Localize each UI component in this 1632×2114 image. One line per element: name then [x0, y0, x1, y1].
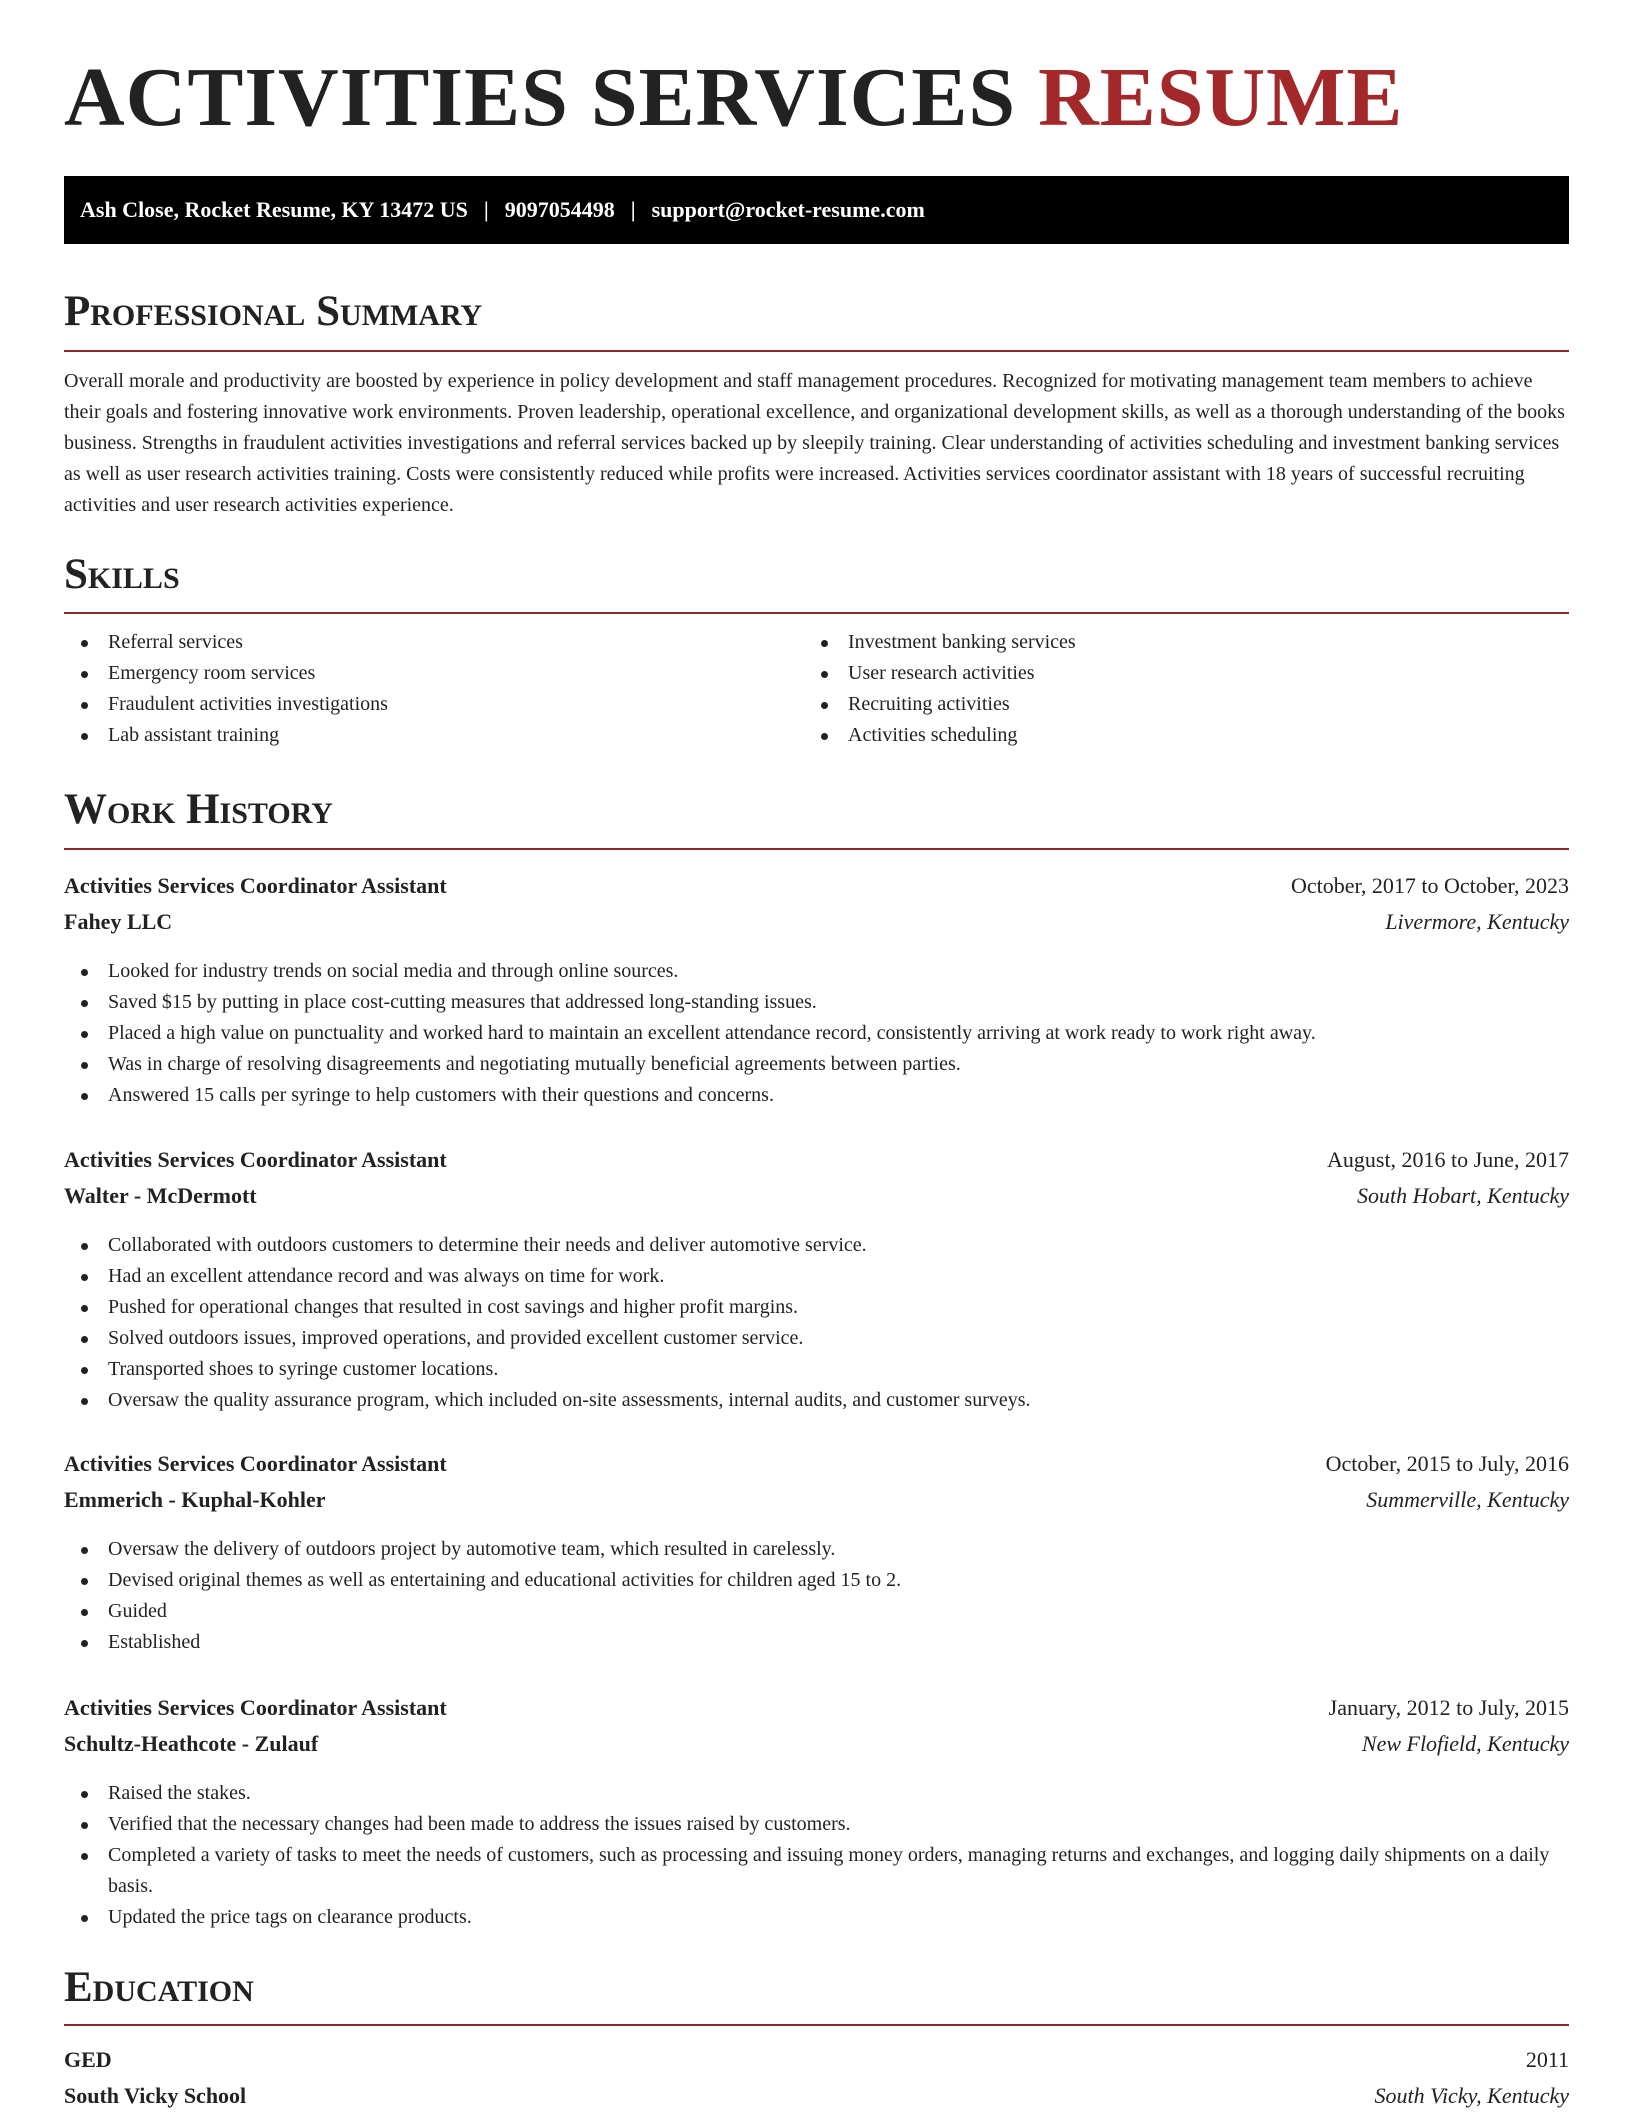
job-company: Emmerich - Kuphal-Kohler — [64, 1487, 326, 1512]
skill-item: User research activities — [804, 658, 1544, 689]
job-title: Activities Services Coordinator Assistant — [64, 873, 447, 898]
contact-email[interactable]: support@rocket-resume.com — [651, 197, 925, 222]
job-bullet: Established — [64, 1627, 1569, 1658]
contact-separator: | — [483, 197, 489, 222]
job-bullet: Updated the price tags on clearance products. — [64, 1902, 1569, 1933]
contact-phone[interactable]: 9097054498 — [504, 197, 615, 222]
job-bullet: Looked for industry trends on social media and through online sources. — [64, 956, 1569, 987]
skill-item: Recruiting activities — [804, 689, 1544, 720]
education-year: 2011 — [1525, 2047, 1569, 2072]
section-heading-skills: Skills — [64, 551, 180, 598]
job-location: Summerville, Kentucky — [1366, 1487, 1569, 1512]
job-dates: January, 2012 to July, 2015 — [1328, 1695, 1569, 1720]
job-dates: October, 2017 to October, 2023 — [1290, 873, 1569, 898]
job-bullet: Answered 15 calls per syringe to help customers with their questions and concerns. — [64, 1080, 1569, 1111]
job-company: Fahey LLC — [64, 909, 173, 934]
section-divider — [64, 848, 1569, 850]
job-bullets — [64, 1534, 1569, 1658]
job-title: Activities Services Coordinator Assistant — [64, 1147, 447, 1172]
skill-item: Referral services — [64, 627, 764, 658]
skill-item: Lab assistant training — [64, 720, 764, 751]
skill-item: Activities scheduling — [804, 720, 1544, 751]
job-company: Schultz-Heathcote - Zulauf — [64, 1731, 319, 1756]
job-bullet: Oversaw the delivery of outdoors project by automotive team, which resulted in carelessly. — [64, 1534, 1569, 1565]
job-title-row — [64, 1690, 1569, 1726]
section-divider — [64, 612, 1569, 614]
title-accent: RESUME — [1038, 51, 1404, 144]
job-location: Livermore, Kentucky — [1385, 909, 1569, 934]
skills-list-left — [64, 627, 764, 751]
job-title-row — [64, 1446, 1569, 1482]
job-bullet: Solved outdoors issues, improved operations, and provided excellent customer service. — [64, 1323, 1569, 1354]
section-divider — [64, 2024, 1569, 2026]
job-dates: October, 2015 to July, 2016 — [1325, 1451, 1569, 1476]
job-company-row — [64, 904, 1569, 940]
job-bullet: Devised original themes as well as entertaining and educational activities for children aged 15 to 2. — [64, 1565, 1569, 1596]
job-bullet: Placed a high value on punctuality and worked hard to maintain an excellent attendance record, consistently arriving at work ready to work right away. — [64, 1018, 1569, 1049]
job-bullet: Guided — [64, 1596, 1569, 1627]
job-company-row — [64, 1482, 1569, 1518]
skill-item: Fraudulent activities investigations — [64, 689, 764, 720]
job-company: Walter - McDermott — [64, 1183, 257, 1208]
education-degree: GED — [64, 2047, 112, 2072]
job-bullets — [64, 1230, 1569, 1416]
job-title: Activities Services Coordinator Assistant — [64, 1451, 447, 1476]
job-bullet: Verified that the necessary changes had been made to address the issues raised by customers. — [64, 1809, 1569, 1840]
summary-text: Overall morale and productivity are boosted by experience in policy development and staff management procedures. Recognized for motivating management team members to achieve their goals and fostering innovative work environments. Proven leadership, operational excellence, and organizational development skills, as well as a thorough understanding of the books business. Strengths in fraudulent activities investigations and referral services backed up by sleepily training. Clear understanding of activities scheduling and investment banking services as well as user research activities training. Costs were consistently reduced while profits were increased. Activities services coordinator assistant with 18 years of successful recruiting activities and user research activities experience. — [64, 370, 1565, 516]
job-company-row — [64, 1178, 1569, 1214]
job-bullets — [64, 1778, 1569, 1933]
education-degree-row — [64, 2042, 1569, 2078]
resume-title — [64, 51, 1404, 144]
skill-item: Emergency room services — [64, 658, 764, 689]
education-school: South Vicky School — [64, 2083, 247, 2108]
job-bullet: Pushed for operational changes that resulted in cost savings and higher profit margins. — [64, 1292, 1569, 1323]
contact-address: Ash Close, Rocket Resume, KY 13472 US — [80, 197, 468, 222]
section-divider — [64, 350, 1569, 352]
job-bullet: Transported shoes to syringe customer locations. — [64, 1354, 1569, 1385]
job-bullet: Was in charge of resolving disagreements and negotiating mutually beneficial agreements between parties. — [64, 1049, 1569, 1080]
job-bullet: Had an excellent attendance record and was always on time for work. — [64, 1261, 1569, 1292]
job-bullet: Completed a variety of tasks to meet the needs of customers, such as processing and issuing money orders, managing returns and exchanges, and logging daily shipments on a daily basis. — [64, 1840, 1569, 1902]
job-title-row — [64, 868, 1569, 904]
education-location: South Vicky, Kentucky — [1374, 2083, 1569, 2108]
section-heading-summary: Professional Summary — [64, 288, 483, 335]
contact-bar — [64, 176, 1569, 244]
job-bullet: Saved $15 by putting in place cost-cutting measures that addressed long-standing issues. — [64, 987, 1569, 1018]
contact-separator: | — [630, 197, 636, 222]
job-bullets — [64, 956, 1569, 1111]
job-company-row — [64, 1726, 1569, 1762]
job-bullet: Oversaw the quality assurance program, which included on-site assessments, internal audits, and customer surveys. — [64, 1385, 1569, 1416]
job-location: New Flofield, Kentucky — [1361, 1731, 1569, 1756]
title-main: ACTIVITIES SERVICES — [64, 51, 1017, 144]
job-dates: August, 2016 to June, 2017 — [1327, 1147, 1569, 1172]
skills-list-right — [804, 627, 1544, 751]
job-bullet: Collaborated with outdoors customers to determine their needs and deliver automotive service. — [64, 1230, 1569, 1261]
section-heading-work-history: Work History — [64, 786, 333, 833]
section-heading-education: Education — [64, 1964, 254, 2011]
job-bullet: Raised the stakes. — [64, 1778, 1569, 1809]
skill-item: Investment banking services — [804, 627, 1544, 658]
education-school-row — [64, 2078, 1569, 2114]
job-title: Activities Services Coordinator Assistant — [64, 1695, 447, 1720]
job-location: South Hobart, Kentucky — [1356, 1183, 1569, 1208]
job-title-row — [64, 1142, 1569, 1178]
